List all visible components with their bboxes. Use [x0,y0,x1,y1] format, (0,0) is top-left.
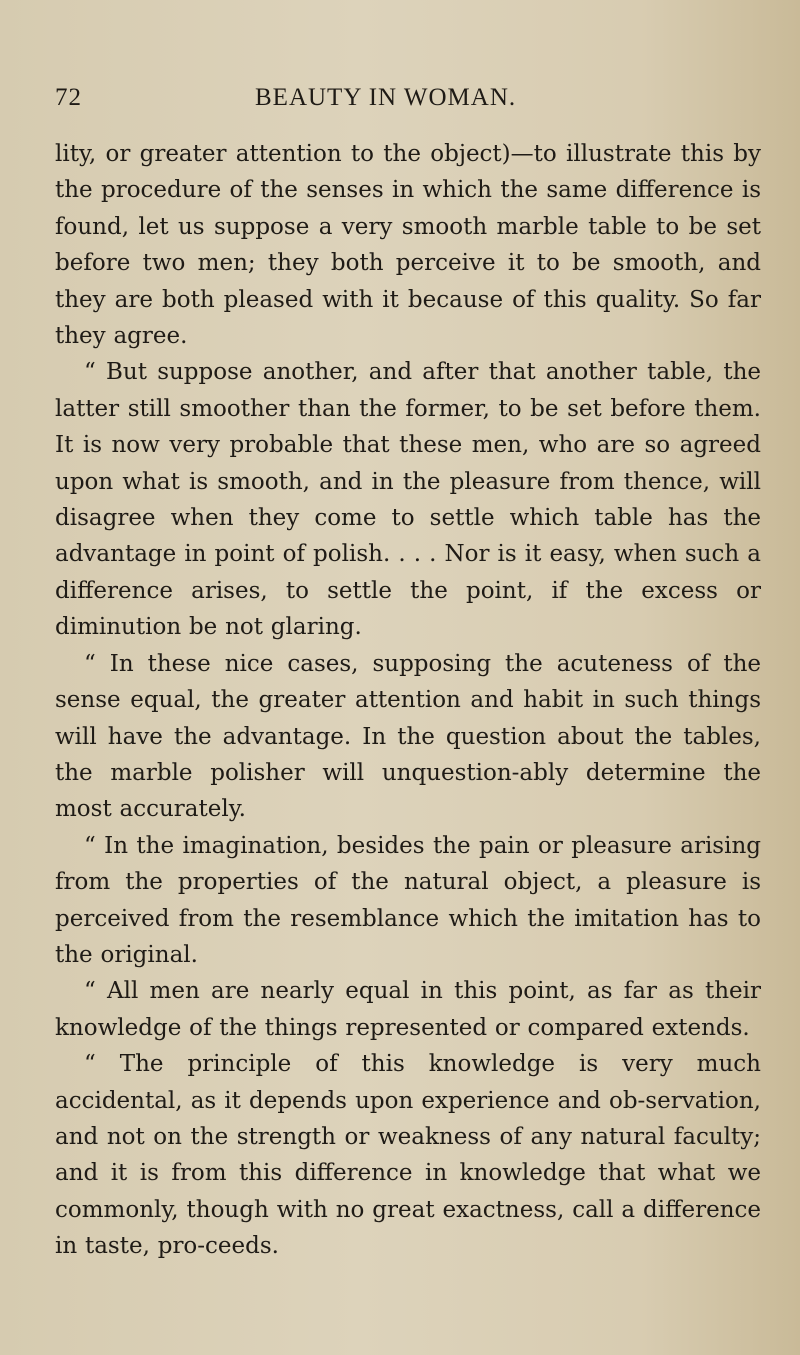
paragraph-principle-knowledge: “ The principle of this knowledge is very much accidental, as it depends upon experience and ob-servation, and not on the strength or weakness of any natural faculty; and it is from this difference in knowledge that what we commonly, though with no great exactness, call a difference in taste, pro-ceeds. [55,1051,761,1260]
book-page [55,84,761,1265]
body-text [55,136,761,1265]
paragraph-imagination: “ In the imagination, besides the pain or pleasure arising from the properties of the natural object, a pleasure is perceived from the resemblance which the imitation has to the original. [55,832,761,968]
paragraph-nice-cases: “ In these nice cases, supposing the acuteness of the sense equal, the greater attention and habit in such things will have the advantage. In the question about the tables, the marble polisher will unquestion-ably determine the most accurately. [55,650,761,823]
running-head [55,84,761,124]
paragraph-all-men: “ All men are nearly equal in this point, as far as their knowledge of the things represented or compared extends. [55,978,761,1041]
page-number: 72 [55,84,82,111]
paragraph-smoother-table: “ But suppose another, and after that another table, the latter still smoother than the former, to be set before them. It is now very probable that these men, who are so agreed upon what is smooth, and in the pleasure from thence, will disagree when they come to settle which table has the advantage in point of polish. . . . Nor is it easy, when such a difference arises, to settle the point, if the excess or diminution be not glaring. [55,359,761,641]
paragraph-continued: lity, or greater attention to the object)—to illustrate this by the procedure of the senses in which the same difference is found, let us suppose a very smooth marble table to be set before two men; they both perceive it to be smooth, and they are both pleased with it because of this quality. So far they agree. [55,141,761,350]
running-head-title: BEAUTY IN WOMAN. [255,84,517,111]
